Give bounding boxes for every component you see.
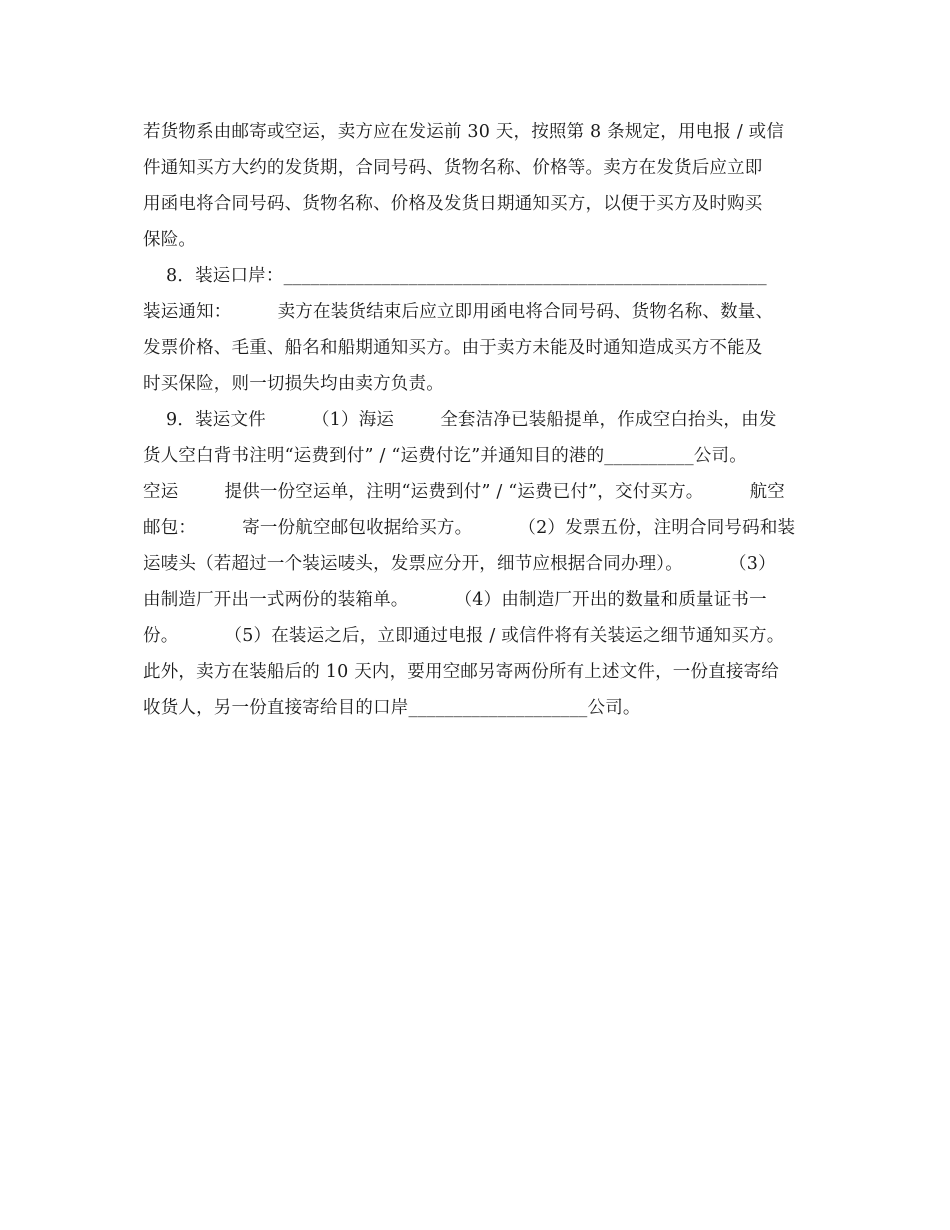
paragraph-line: 若货物系由邮寄或空运，卖方应在发运前 30 天，按照第 8 条规定，用电报 / 或信 [143,122,785,142]
paragraph-line: 用函电将合同号码、货物名称、价格及发货日期通知买方，以便于买方及时购买 [143,194,763,214]
paragraph-line: 此外，卖方在装船后的 10 天内，要用空邮另寄两份所有上述文件，一份直接寄给 [143,662,779,682]
paragraph-line: 保险。 [143,230,197,250]
paragraph-line: 发票价格、毛重、船名和船期通知买方。由于卖方未能及时通知造成买方不能及 [143,338,763,358]
paragraph-line: 运唛头（若超过一个装运唛头，发票应分开，细节应根据合同办理）。 （3） [143,554,776,574]
paragraph-line: 收货人，另一份直接寄给目的口岸____________________公司。 [143,698,641,718]
clause-9-heading: 9．装运文件 （1）海运 全套洁净已装船提单，作成空白抬头，由发 [143,410,777,430]
paragraph-line: 时买保险，则一切损失均由卖方负责。 [143,374,444,394]
paragraph-line: 份。 （5）在装运之后，立即通过电报 / 或信件将有关装运之细节通知买方。 [143,626,785,646]
clause-8-heading: 8．装运口岸：______________________________________________________ [143,266,767,286]
paragraph-line: 装运通知： 卖方在装货结束后应立即用函电将合同号码、货物名称、数量、 [143,302,774,322]
paragraph-line: 由制造厂开出一式两份的装箱单。 （4）由制造厂开出的数量和质量证书一 [143,590,767,610]
paragraph-line: 空运 提供一份空运单，注明“运费到付” / “运费已付”，交付买方。 航空 [143,482,786,502]
paragraph-line: 邮包： 寄一份航空邮包收据给买方。 （2）发票五份，注明合同号码和装 [143,518,796,538]
paragraph-line: 件通知买方大约的发货期，合同号码、货物名称、价格等。卖方在发货后应立即 [143,158,763,178]
paragraph-line: 货人空白背书注明“运费到付” / “运费付讫”并通知目的港的__________公司。 [143,446,747,466]
